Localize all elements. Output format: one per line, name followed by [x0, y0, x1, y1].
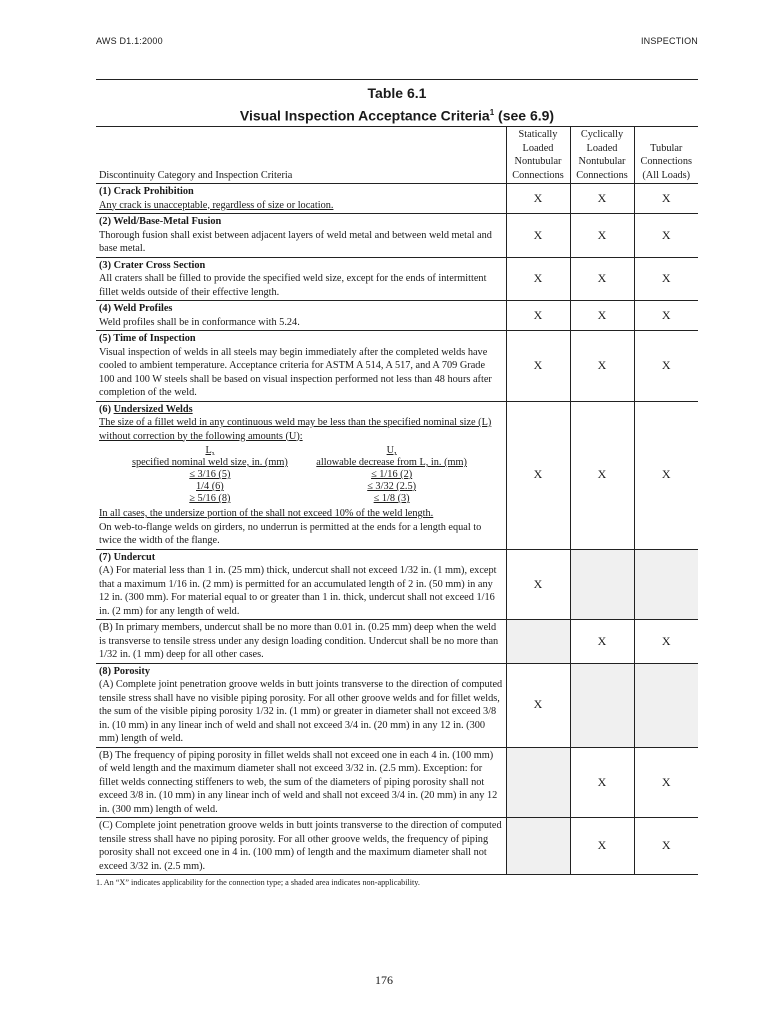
mark-cyclically: X: [570, 401, 634, 549]
criteria-cell: [96, 214, 506, 258]
header-section: INSPECTION: [640, 36, 698, 46]
u-value: ≤ 1/8 (3): [373, 493, 410, 504]
criteria-cell: [96, 331, 506, 402]
table-caption: Visual Inspection Acceptance Criteria$^1$ (see 6.9): [239, 107, 555, 124]
mark-tubular: X: [634, 401, 698, 549]
mark-statically: X: [506, 401, 570, 549]
shaded-tubular: [634, 549, 698, 620]
u-value: ≤ 1/16 (2): [371, 469, 413, 480]
page-number: 176: [375, 973, 393, 987]
mark-cyclically: X: [570, 747, 634, 818]
mark-tubular: X: [634, 620, 698, 664]
category-title: (4) Weld Profiles: [99, 303, 173, 314]
col-u-heading: allowable decrease from L, in. (mm): [316, 457, 467, 468]
category-title: (8) Porosity: [99, 665, 150, 677]
criteria-note: In all cases, the undersize portion of the shall not exceed 10% of the weld length.: [99, 508, 434, 519]
l-value: 1/4 (6): [196, 481, 224, 492]
table-row: [96, 301, 698, 331]
undersize-table: [119, 445, 483, 505]
table-row: [96, 818, 698, 875]
table-row: [96, 663, 698, 747]
category-title: (5) Time of Inspection: [99, 333, 196, 344]
criteria-text: (B) In primary members, undercut shall be no more than 0.01 in. (0.25 mm) deep when the weld is transverse to tensile stress under any design loading condition. Undercut shall be no more than 1/32 in. (1 mm) deep for all other cases.: [99, 622, 499, 660]
l-value: ≤ 3/16 (5): [189, 469, 231, 480]
criteria-text: (B) The frequency of piping porosity in fillet welds shall not exceed one in each 4 in. (100 mm) of weld length and the maximum diameter shall not exceed 3/32 in. (2.5 mm). Exception: for fillet welds connecting stiffeners to web, the sum of the diameters of piping porosity shall not exceed 3/8 in. (10 mm) in any linear inch of weld and shall not exceed 3/4 in. (20 mm) in any 12 in. (300 mm) length of weld.: [99, 749, 498, 815]
criteria-cell: [96, 747, 506, 818]
table-row: [96, 257, 698, 301]
mark-tubular: X: [634, 257, 698, 301]
col-header-statically-loaded: Statically Loaded Nontubular Connections: [506, 127, 570, 184]
table-row: [96, 620, 698, 664]
table-row: [96, 331, 698, 402]
criteria-text: Weld profiles shall be in conformance with 5.24.: [99, 316, 300, 328]
category-title: (3) Crater Cross Section: [99, 259, 206, 271]
criteria-text: (A) For material less than 1 in. (25 mm) thick, undercut shall not exceed 1/32 in. (1 mm), except that a maximum 1/16 in. (2 mm) is permitted for an accumulated length of 2 in. (50 mm) in any 12 in. (300 mm). For material equal to or greater than 1 in. thick, undercut shall not exceed 1/16 in. (2 mm) for any length of weld.: [99, 565, 497, 617]
criteria-cell: [96, 663, 506, 747]
criteria-text: All craters shall be filled to provide the specified weld size, except for the ends of intermittent fillet welds outside of their effective length.: [99, 273, 487, 298]
footnote-ref: 1: [489, 108, 495, 117]
mark-statically: X: [506, 301, 570, 331]
criteria-cell: [96, 257, 506, 301]
mark-tubular: X: [634, 214, 698, 258]
col-u-symbol: U,: [386, 445, 397, 456]
table-row: [96, 184, 698, 214]
mark-cyclically: X: [570, 331, 634, 402]
mark-cyclically: X: [570, 301, 634, 331]
mark-tubular: X: [634, 747, 698, 818]
shaded-statically: [506, 620, 570, 664]
table-footnote: 1. An “X” indicates applicability for the connection type; a shaded area indicates non-applicability.: [96, 878, 420, 887]
mark-statically: X: [506, 331, 570, 402]
table-number: Table 6.1: [367, 85, 427, 101]
category-title: (2) Weld/Base-Metal Fusion: [99, 216, 222, 227]
criteria-text: Any crack is unacceptable, regardless of size or location.: [99, 199, 334, 211]
table-title: [96, 84, 698, 126]
category-title: (6) Undersized Welds: [99, 403, 193, 415]
table-row: [96, 214, 698, 258]
mark-statically: X: [506, 663, 570, 747]
header-row: [96, 127, 698, 184]
shaded-cyclically: [570, 549, 634, 620]
mark-cyclically: X: [570, 818, 634, 875]
table-row: [96, 747, 698, 818]
criteria-text: Visual inspection of welds in all steels may begin immediately after the completed welds have cooled to ambient temperature. Acceptance criteria for ASTM A 514, A 517, and A 709 Grade 100 and 100 W steels shall be based on visual inspection performed not less than 48 hours after completion of the weld.: [99, 346, 492, 398]
mark-cyclically: X: [570, 214, 634, 258]
shaded-statically: [506, 818, 570, 875]
criteria-text: Thorough fusion shall exist between adjacent layers of weld metal and between weld metal and base metal.: [99, 229, 492, 254]
criteria-text: (A) Complete joint penetration groove welds in butt joints transverse to the direction of computed tensile stress shall have no visible piping porosity. For all other groove welds and for fillet welds, the sum of the visible piping porosity 1/32 in. (1 mm) or greater in diameter shall not exceed 3/8 in. (10 mm) in any linear inch of weld and shall not exceed 3/4 in. (20 mm) in any 12 in. (300 mm) length of weld.: [99, 679, 503, 744]
u-value: ≤ 3/32 (2.5): [367, 481, 417, 492]
col-header-tubular: Tubular Connections (All Loads): [634, 127, 698, 184]
table-row: [96, 549, 698, 620]
criteria-cell: [96, 818, 506, 875]
mark-tubular: X: [634, 184, 698, 214]
mark-tubular: X: [634, 818, 698, 875]
criteria-cell: [96, 184, 506, 214]
criteria-cell: [96, 620, 506, 664]
top-rule: [96, 79, 698, 80]
mark-statically: X: [506, 184, 570, 214]
shaded-statically: [506, 747, 570, 818]
mark-tubular: X: [634, 331, 698, 402]
mark-statically: X: [506, 549, 570, 620]
mark-statically: X: [506, 257, 570, 301]
criteria-cell: [96, 401, 506, 549]
mark-cyclically: X: [570, 620, 634, 664]
col-header-description: Discontinuity Category and Inspection Criteria: [96, 127, 506, 184]
criteria-note: On web-to-flange welds on girders, no underrun is permitted at the ends for a length equal to twice the width of the flange.: [99, 521, 482, 546]
page-header: [96, 36, 698, 46]
criteria-cell: [96, 549, 506, 620]
shaded-cyclically: [570, 663, 634, 747]
criteria-text: The size of a fillet weld in any continuous weld may be less than the specified nominal size (L) without correction by the following amounts (U):: [99, 417, 492, 442]
mark-tubular: X: [634, 301, 698, 331]
col-l-symbol: L,: [205, 445, 215, 456]
criteria-cell: [96, 301, 506, 331]
acceptance-criteria-table: [96, 127, 698, 875]
category-title: (1) Crack Prohibition: [99, 186, 194, 197]
table-row: [96, 401, 698, 549]
mark-cyclically: X: [570, 257, 634, 301]
col-l-heading: specified nominal weld size, in. (mm): [131, 457, 288, 468]
l-value: ≥ 5/16 (8): [189, 493, 231, 504]
criteria-text: (C) Complete joint penetration groove welds in butt joints transverse to the direction of computed tensile stress shall have no piping porosity. For all other groove welds, the frequency of piping porosity shall not exceed one in 4 in. (100 mm) of length and the maximum diameter shall not exceed 3/32 in. (2.5 mm).: [99, 820, 502, 872]
shaded-tubular: [634, 663, 698, 747]
category-title: (7) Undercut: [99, 551, 156, 563]
mark-statically: X: [506, 214, 570, 258]
header-doc-id: AWS D1.1:2000: [96, 36, 163, 46]
col-header-cyclically-loaded: Cyclically Loaded Nontubular Connections: [570, 127, 634, 184]
mark-cyclically: X: [570, 184, 634, 214]
